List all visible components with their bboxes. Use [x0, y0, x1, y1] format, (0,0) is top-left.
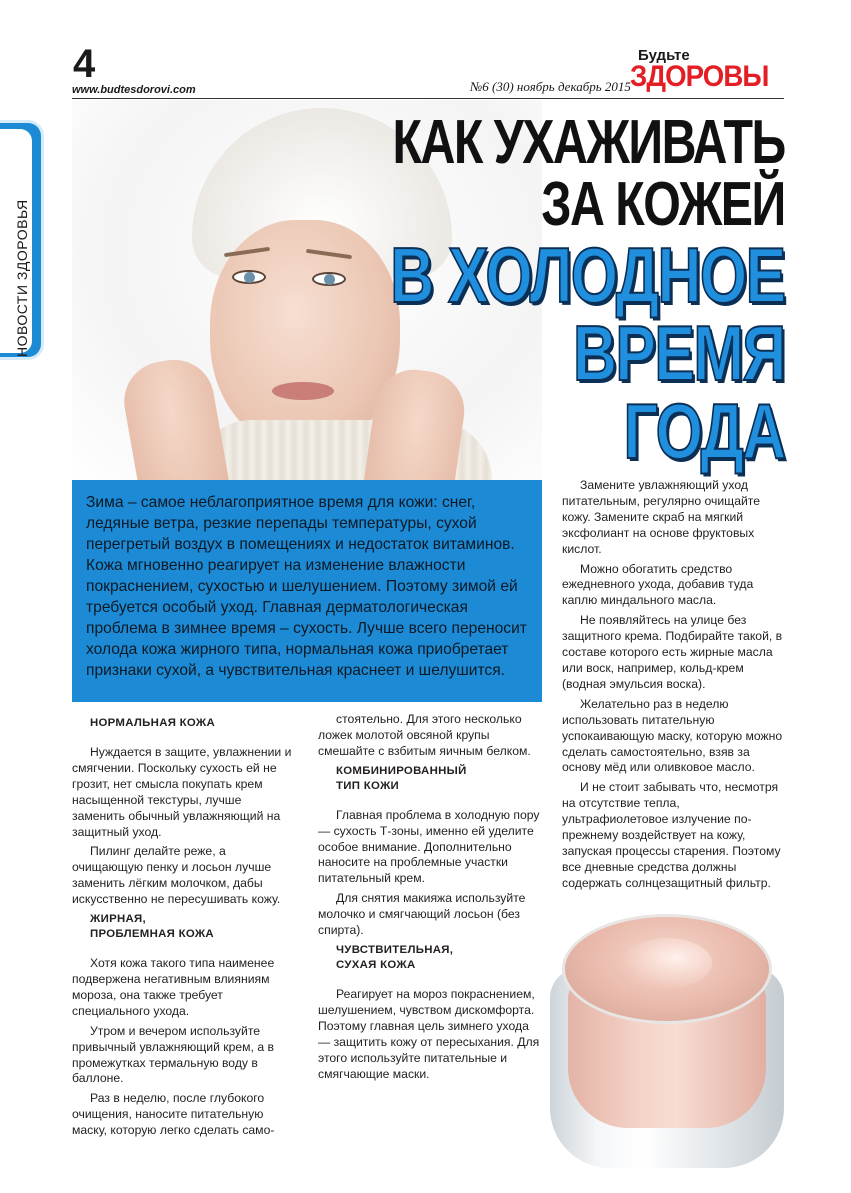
paragraph: Пилинг делайте реже, а очищающую пенку и лосьон лучше заменить лёгким молочком, дабы искусственно не пересушивать кожу.	[72, 844, 281, 907]
site-url: www.budtesdorovi.com	[72, 84, 196, 96]
heading-line: СУХАЯ КОЖА	[336, 958, 416, 971]
page-number: 4	[73, 42, 96, 86]
heading-line: ТИП КОЖИ	[336, 779, 400, 792]
paragraph: И не стоит забывать что, несмотря на отсутствие тепла, ультрафиолетовое излучение по-прежнему воздействует на кожу, запуская процессы старения. Поэтому все дневные средства должны содержать солнцезащитный фильтр.	[562, 780, 781, 890]
heading-line: ЖИРНАЯ,	[90, 913, 146, 926]
heading-sensitive-skin	[336, 943, 542, 973]
title-line-1: КАК УХАЖИВАТЬ	[392, 108, 785, 177]
left-eye	[232, 270, 266, 284]
heading-normal-skin: НОРМАЛЬНАЯ КОЖА	[90, 717, 216, 729]
paragraph: Утром и вечером используйте привычный увлажняющий крем, а в промежутках термальную воду в баллоне.	[72, 1023, 274, 1086]
paragraph: стоятельно. Для этого несколько ложек молотой овсяной крупы смешайте с взбитым яичным белком.	[318, 712, 531, 758]
paragraph: Для снятия макияжа используйте молочко и смягчающий лосьон (без спирта).	[318, 891, 526, 938]
heading-line: ПРОБЛЕМНАЯ КОЖА	[90, 928, 214, 941]
header-rule	[72, 98, 784, 99]
paragraph: Замените увлажняющий уход питательным, регулярно очищайте кожу. Замените скраб на мягкий эксфолиант на основе фруктовых кислот.	[562, 478, 760, 556]
title-line-4: ВРЕМЯ	[573, 309, 785, 397]
article-title	[279, 108, 785, 475]
heading-line: ЧУВСТВИТЕЛЬНАЯ,	[336, 943, 454, 956]
paragraph: Раз в неделю, после глубокого очищения, наносите питательную маску, которую легко сделать само-	[72, 1091, 275, 1138]
section-tab-label: НОВОСТИ ЗДОРОВЬЯ	[14, 199, 30, 357]
paragraph: Главная проблема в холодную пору — сухость Т-зоны, именно ей уделите особое внимание. Дополнительно наносите на проблемные участки питательный крем.	[318, 807, 540, 886]
column-1	[72, 712, 294, 1143]
paragraph: Не появляйтесь на улице без защитного крема. Подбирайте такой, в составе которого есть жирные масла или воск, например, кольд-крем (водная эмульсия воска).	[562, 613, 783, 691]
paragraph: Желательно раз в неделю использовать питательную успокаивающую маску, которую можно сделать самостоятельно, взяв за основу мёд или оливковое масло.	[562, 696, 783, 775]
magazine-logo	[630, 48, 790, 92]
cream-jar-image	[542, 908, 792, 1178]
logo-top: Будьте	[638, 47, 690, 64]
title-line-2: ЗА КОЖЕЙ	[541, 170, 785, 239]
column-2	[318, 712, 542, 1086]
issue-info: №6 (30) ноябрь декабрь 2015	[470, 79, 631, 94]
heading-line: КОМБИНИРОВАННЫЙ	[336, 764, 467, 777]
title-line-5: ГОДА	[623, 387, 785, 475]
cream-swirl	[622, 938, 712, 988]
paragraph: Можно обогатить средство ежедневного ухода, добавив туда каплю миндального масла.	[562, 561, 754, 608]
paragraph: Нуждается в защите, увлажнении и смягчении. Поскольку сухость ей не грозит, нет смысла покупать крем насыщенной текстуры, лучше заменить обычный увлажняющий на защитный уход.	[72, 745, 292, 839]
paragraph: Хотя кожа такого типа наименее подвержена негативным влияниям мороза, она также требует специального ухода.	[72, 956, 275, 1018]
heading-oily-skin	[90, 912, 294, 942]
logo-main: ЗДОРОВЫ	[630, 60, 769, 93]
section-tab	[0, 120, 44, 360]
title-line-3: В ХОЛОДНОЕ	[390, 231, 785, 319]
column-3	[562, 478, 784, 896]
intro-text: Зима – самое неблагоприятное время для кожи: снег, ледяные ветра, резкие перепады температуры, сухой перегретый воздух в помещениях и недостаток витаминов. Кожа мгновенно реагирует на изменение влажности покраснением, сухостью и шелушением. Поэтому зимой ей требуется особый уход. Главная дерматологическая проблема в зимнее время – сухость. Лучше всего переносит холода кожа жирного типа, нормальная кожа приобретает признаки сухой, а чувствительная краснеет и шелушится.	[86, 494, 527, 679]
intro-box	[72, 480, 542, 702]
heading-combination-skin	[336, 764, 542, 794]
paragraph: Реагирует на мороз покраснением, шелушением, чувством дискомфорта. Поэтому главная цель зимнего ухода — защитить кожу от пересыхания. Для этого используйте питательные и смягчающие маски.	[318, 986, 540, 1081]
